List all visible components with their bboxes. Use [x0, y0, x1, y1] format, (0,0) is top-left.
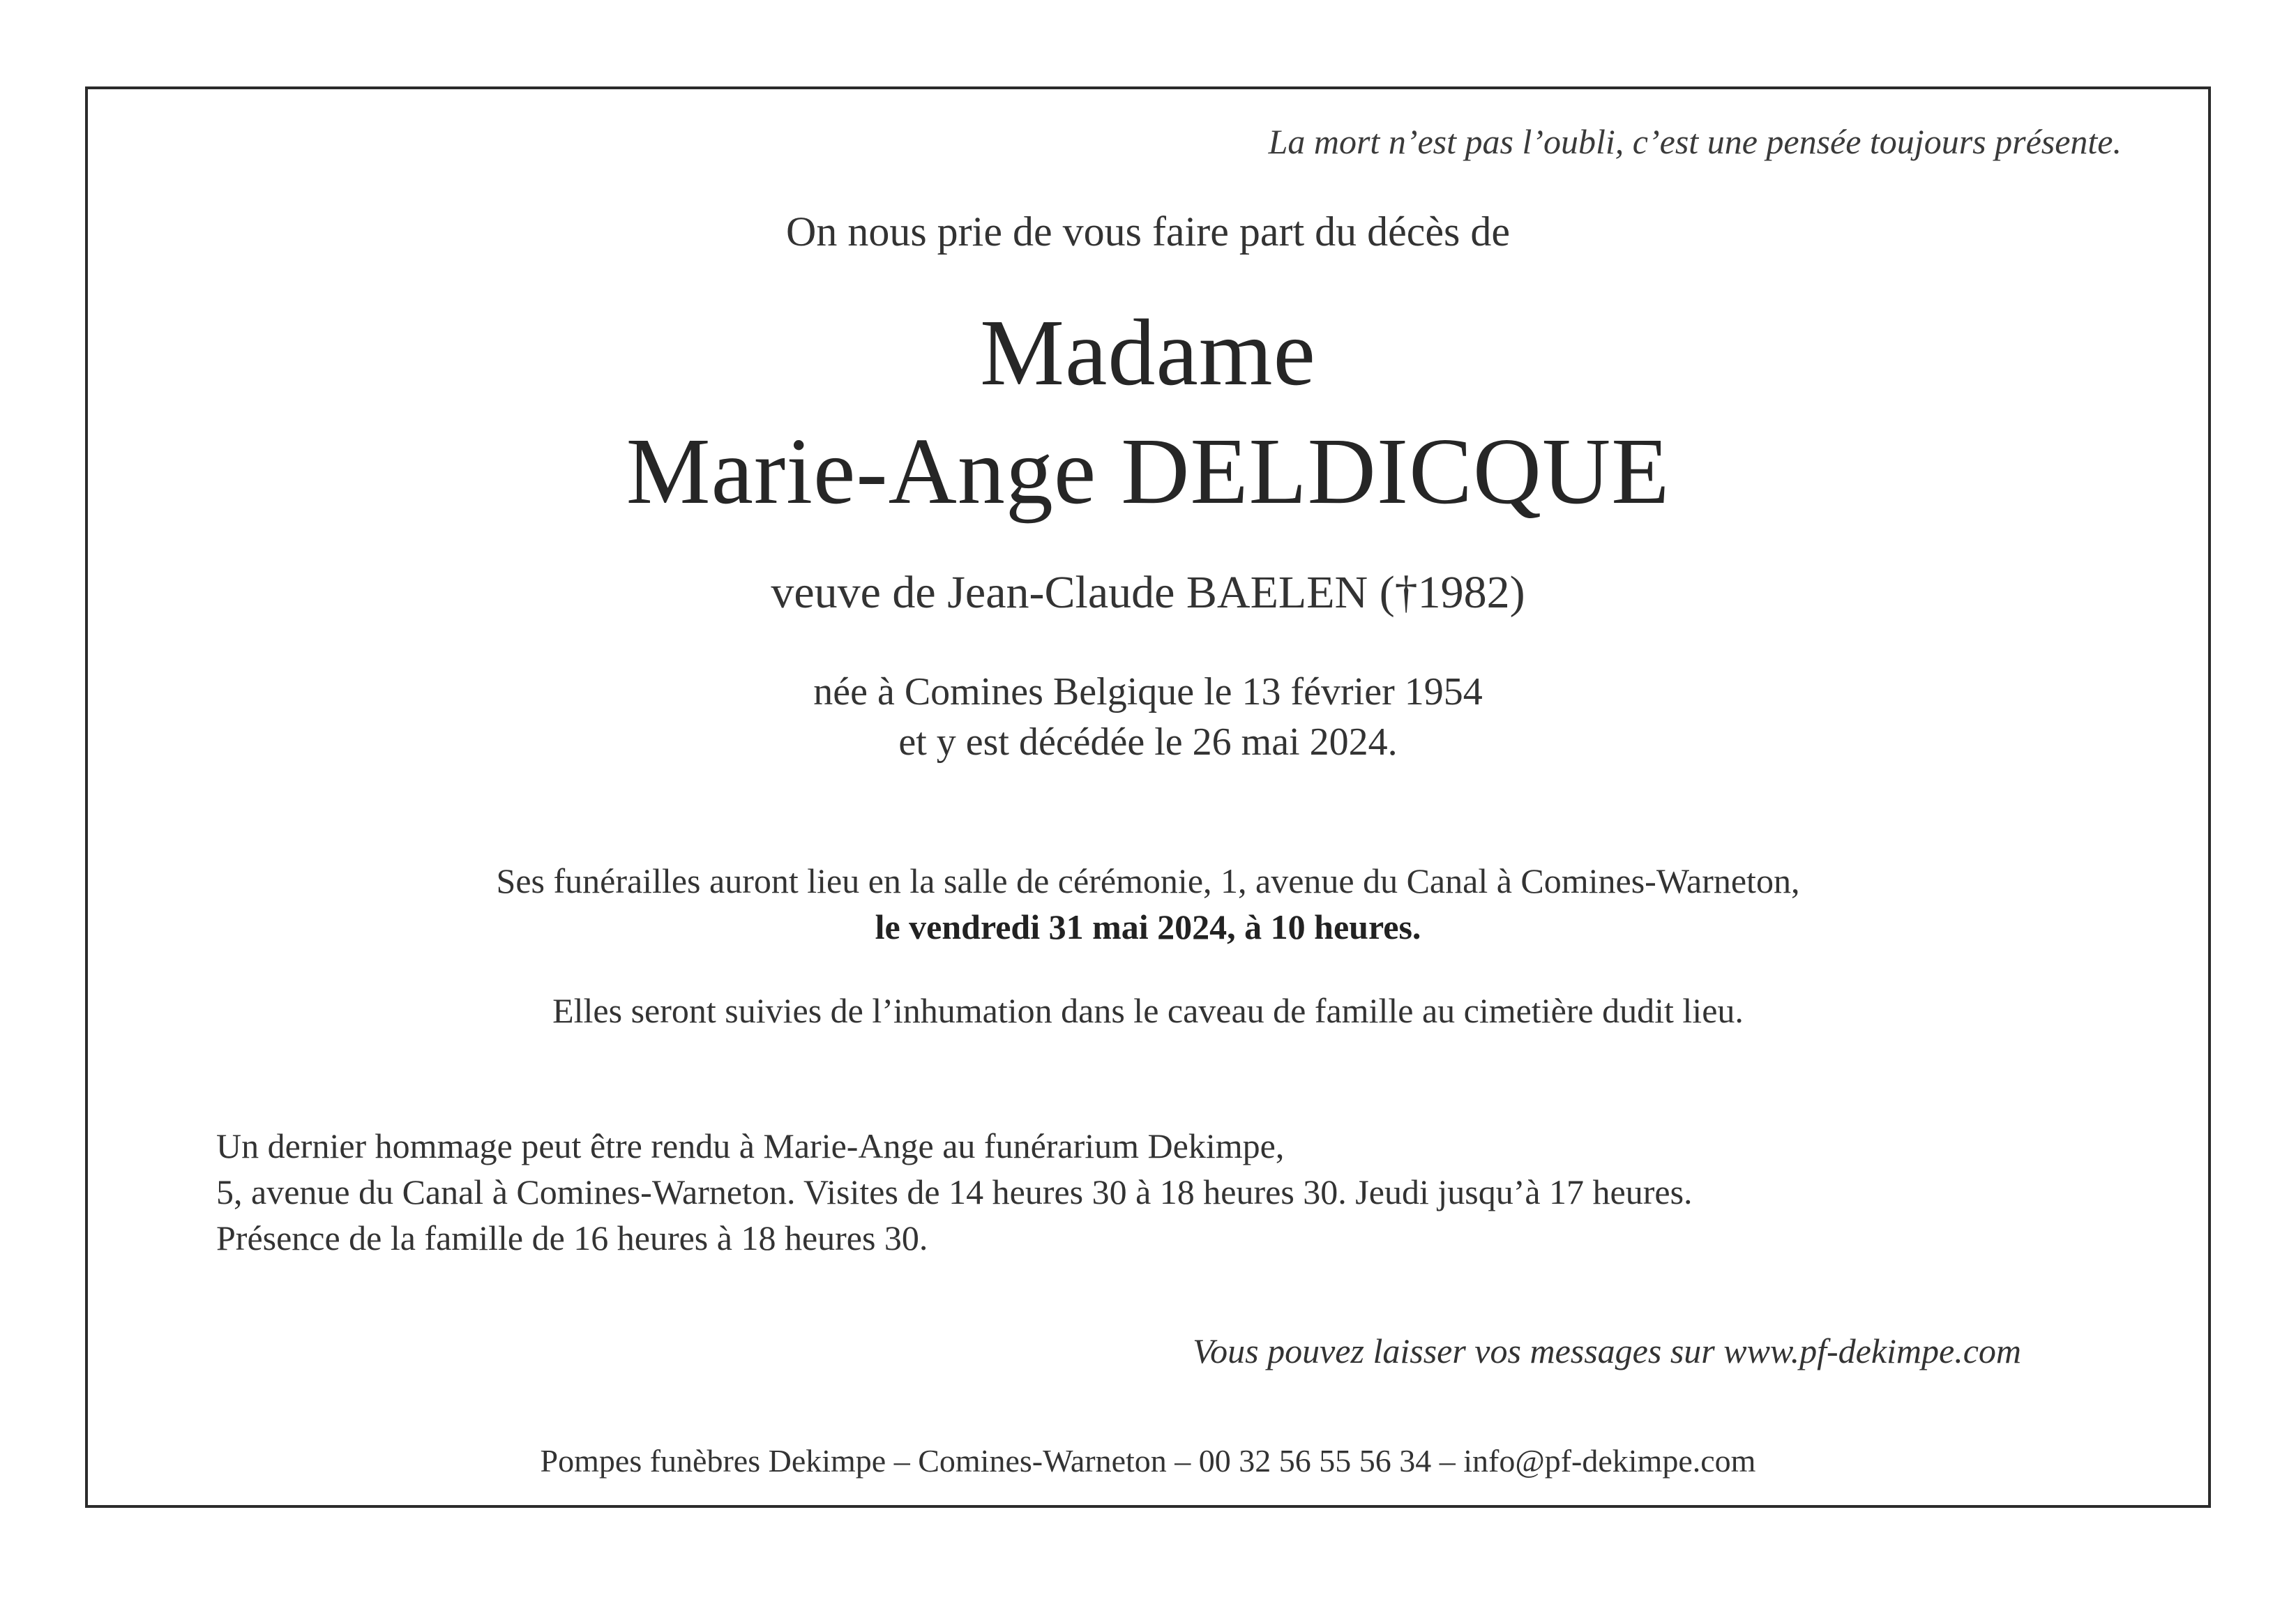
- death-line: et y est décédée le 26 mai 2024.: [898, 720, 1398, 764]
- tribute-line: Présence de la famille de 16 heures à 18 heures 30.: [216, 1218, 928, 1257]
- announcement-intro: On nous prie de vous faire part du décès de: [786, 209, 1510, 255]
- tribute-line: Un dernier hommage peut être rendu à Marie-Ange au funérarium Dekimpe,: [216, 1126, 1285, 1165]
- funeral-date-line: le vendredi 31 mai 2024, à 10 heures.: [875, 907, 1421, 946]
- deceased-honorific: Madame: [980, 301, 1316, 405]
- funeral-location-line: Ses funérailles auront lieu en la salle de cérémonie, 1, avenue du Canal à Comines-Warneton,: [496, 861, 1800, 900]
- burial-line: Elles seront suivies de l’inhumation dans le caveau de famille au cimetière dudit lieu.: [552, 991, 1744, 1030]
- messages-website-line: Vous pouvez laisser vos messages sur www.pf-dekimpe.com: [1193, 1331, 2021, 1370]
- notice-frame: [85, 86, 2211, 1508]
- tribute-line: 5, avenue du Canal à Comines-Warneton. Visites de 14 heures 30 à 18 heures 30. Jeudi jusqu’à 17 heures.: [216, 1172, 1693, 1211]
- deceased-name: Marie-Ange DELDICQUE: [626, 419, 1670, 524]
- birth-line: née à Comines Belgique le 13 février 1954: [813, 670, 1483, 713]
- widow-of-line: veuve de Jean-Claude BAELEN (†1982): [771, 567, 1525, 618]
- funeral-home-footer: Pompes funèbres Dekimpe – Comines-Warneton – 00 32 56 55 56 34 – info@pf-dekimpe.com: [540, 1443, 1756, 1479]
- epigraph-quote: La mort n’est pas l’oubli, c’est une pensée toujours présente.: [1268, 122, 2122, 161]
